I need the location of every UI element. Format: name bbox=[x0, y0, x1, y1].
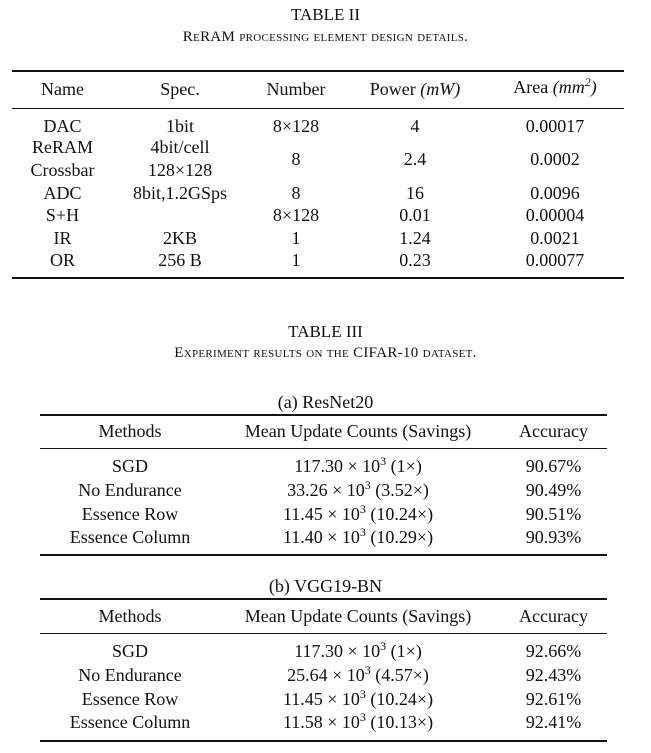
table2-cell-number: 1 bbox=[291, 250, 301, 270]
table2-cell-area: 0.00017 bbox=[525, 116, 585, 136]
subtable-b-header-counts: Mean Update Counts (Savings) bbox=[244, 606, 472, 626]
table2-cell-number: 8 bbox=[291, 149, 301, 169]
subtable-b-header-rule bbox=[40, 633, 607, 634]
table2-cell-name: S+H bbox=[45, 205, 80, 225]
table2-header-number: Number bbox=[266, 79, 326, 99]
table2-cell-spec-line2: 128×128 bbox=[147, 160, 213, 180]
table2-cell-power: 0.01 bbox=[399, 205, 431, 225]
subtable-b-bottom-rule bbox=[40, 740, 607, 742]
accuracy-cell: 90.49% bbox=[525, 480, 582, 500]
table2-cell-number: 8×128 bbox=[272, 205, 320, 225]
counts-cell: $25.64 \times 10^3$ (4.57×) bbox=[287, 663, 429, 685]
subtable-a-top-rule bbox=[40, 414, 607, 416]
accuracy-cell: 92.61% bbox=[525, 689, 582, 709]
table2-cell-area: 0.0096 bbox=[530, 183, 580, 203]
table2-cell-number: 8 bbox=[291, 183, 301, 203]
method-cell: No Endurance bbox=[78, 480, 182, 500]
table2-cell-power: 16 bbox=[406, 183, 424, 203]
counts-cell: $117.30 \times 10^3$ (1×) bbox=[294, 639, 422, 661]
table2-cell-name: ReRAM bbox=[31, 137, 93, 157]
method-cell: Essence Row bbox=[81, 504, 179, 524]
table2-cell-power: 4 bbox=[410, 116, 420, 136]
counts-cell: $11.40 \times 10^3$ (10.29×) bbox=[282, 525, 434, 547]
method-cell: SGD bbox=[111, 456, 148, 476]
subtable-a-header-rule bbox=[40, 448, 607, 449]
table3-label: TABLE III bbox=[288, 322, 363, 341]
table2-cell-number: 1 bbox=[291, 228, 301, 248]
table2-label: TABLE II bbox=[291, 5, 360, 24]
subtable-b-top-rule bbox=[40, 598, 607, 600]
table2-cell-area: 0.00077 bbox=[525, 250, 585, 270]
accuracy-cell: 92.66% bbox=[525, 641, 582, 661]
table2-cell-spec: 8bit,1.2GSps bbox=[132, 183, 228, 203]
subtable-a-header-accuracy: Accuracy bbox=[519, 421, 588, 441]
subtable-b-header-methods: Methods bbox=[98, 606, 162, 626]
table2-cell-area: 0.00004 bbox=[525, 205, 585, 225]
table2-cell-spec: 256 B bbox=[158, 250, 202, 270]
subtable-b-header-accuracy: Accuracy bbox=[519, 606, 588, 626]
table3-caption: Experiment results on the CIFAR-10 dataset. bbox=[174, 345, 477, 361]
table2-header-name: Name bbox=[41, 79, 84, 99]
table2-cell-name: ADC bbox=[43, 183, 82, 203]
counts-cell: $33.26 \times 10^3$ (3.52×) bbox=[287, 478, 429, 500]
subtable-a-bottom-rule bbox=[40, 554, 607, 556]
table2-cell-name: IR bbox=[53, 228, 72, 248]
subtable-a-title: (a) ResNet20 bbox=[277, 392, 374, 412]
accuracy-cell: 92.43% bbox=[525, 665, 582, 685]
table2-cell-spec: 2KB bbox=[162, 228, 197, 248]
table2-cell-name: OR bbox=[49, 250, 75, 270]
table2-cell-power: 2.4 bbox=[403, 149, 427, 169]
table2-cell-name: DAC bbox=[43, 116, 82, 136]
method-cell: SGD bbox=[111, 641, 148, 661]
subtable-a-header-methods: Methods bbox=[98, 421, 162, 441]
method-cell: No Endurance bbox=[78, 665, 182, 685]
table2-cell-spec: 1bit bbox=[165, 116, 194, 136]
table2-cell-power: 1.24 bbox=[399, 228, 431, 248]
counts-cell: $11.58 \times 10^3$ (10.13×) bbox=[282, 710, 434, 732]
table2-header-spec: Spec. bbox=[160, 79, 200, 99]
method-cell: Essence Column bbox=[69, 527, 191, 547]
method-cell: Essence Row bbox=[81, 689, 179, 709]
table2-header-power: Power (mW) bbox=[369, 79, 461, 99]
accuracy-cell: 90.67% bbox=[525, 456, 582, 476]
accuracy-cell: 92.41% bbox=[525, 712, 582, 732]
table2-cell-number: 8×128 bbox=[272, 116, 320, 136]
table2-cell-area: 0.0002 bbox=[530, 149, 580, 169]
table2-caption: ReRAM processing element design details. bbox=[182, 29, 469, 45]
table2-cell-spec: 4bit/cell bbox=[150, 137, 210, 157]
table2-cell-power: 0.23 bbox=[399, 250, 431, 270]
method-cell: Essence Column bbox=[69, 712, 191, 732]
accuracy-cell: 90.51% bbox=[525, 504, 582, 524]
table2-top-rule bbox=[12, 70, 624, 72]
table2-bottom-rule bbox=[12, 277, 624, 279]
counts-cell: $117.30 \times 10^3$ (1×) bbox=[294, 454, 422, 476]
table2-cell-area: 0.0021 bbox=[530, 228, 580, 248]
table2-cell-name-line2: Crossbar bbox=[30, 160, 95, 180]
subtable-a-header-counts: Mean Update Counts (Savings) bbox=[244, 421, 472, 441]
table2-header-rule bbox=[12, 108, 624, 109]
table2-header-area: Area $(mm^2)$ bbox=[513, 75, 597, 97]
subtable-b-title: (b) VGG19-BN bbox=[268, 576, 383, 596]
counts-cell: $11.45 \times 10^3$ (10.24×) bbox=[282, 502, 434, 524]
accuracy-cell: 90.93% bbox=[525, 527, 582, 547]
counts-cell: $11.45 \times 10^3$ (10.24×) bbox=[282, 687, 434, 709]
